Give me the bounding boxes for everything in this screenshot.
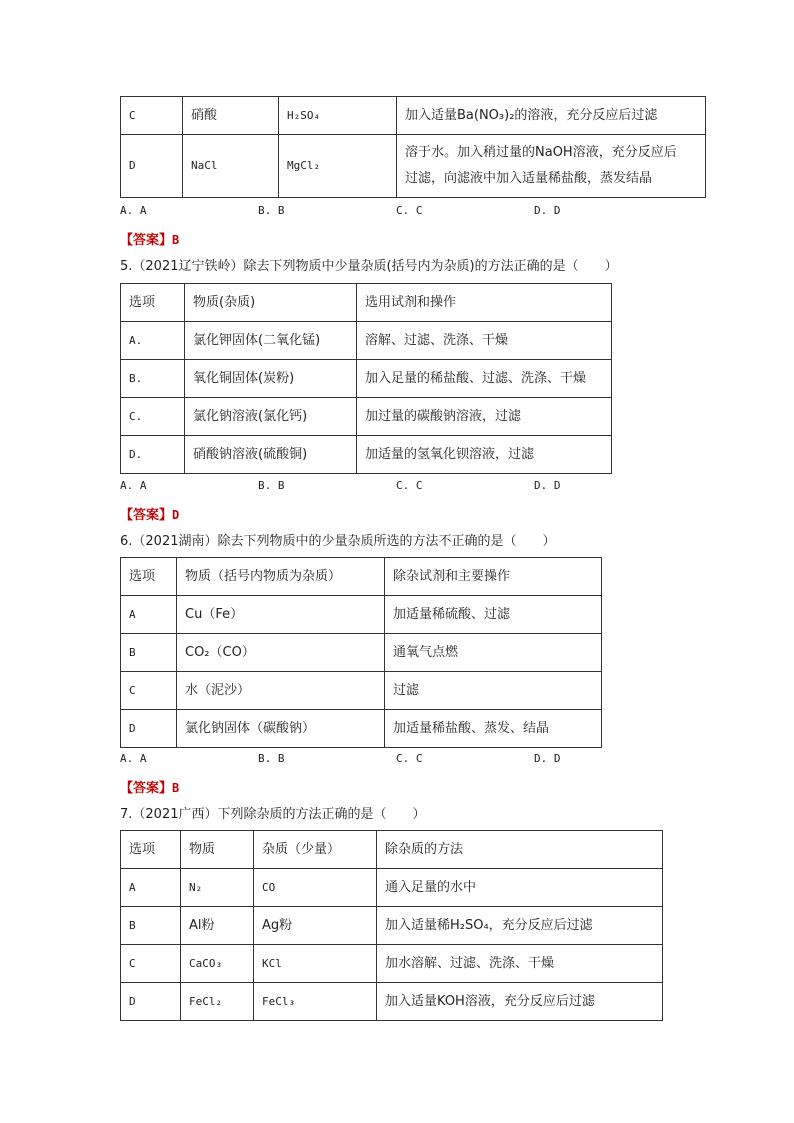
table-row: [121, 945, 663, 983]
table-header-row: [121, 284, 612, 322]
table-row: [121, 869, 663, 907]
table-cell: B: [121, 907, 181, 945]
answer-value: D: [172, 508, 180, 522]
answer-q4: [120, 229, 179, 248]
table-cell: 加入适量稀H₂SO₄，充分反应后过滤: [377, 907, 663, 945]
table-header-row: [121, 558, 602, 596]
table-cell: B: [121, 634, 177, 672]
table-cell: C: [121, 97, 183, 135]
table-cell: H₂SO₄: [279, 97, 397, 135]
table-cell: D: [121, 135, 183, 198]
table-cell: Ag粉: [254, 907, 377, 945]
table-cell: MgCl₂: [279, 135, 397, 198]
table-row: [121, 983, 663, 1021]
question-5-stem: 5.（2021辽宁铁岭）除去下列物质中少量杂质(括号内为杂质)的方法正确的是（ ）: [120, 259, 618, 274]
table-cell: 硝酸钠溶液(硫酸铜): [185, 436, 357, 474]
option-b: B. B: [258, 479, 285, 492]
table-cell: FeCl₂: [181, 983, 254, 1021]
answer-tag: 【答案】: [120, 508, 173, 523]
option-d: D. D: [534, 479, 561, 492]
answer-q5: [120, 504, 179, 523]
table-cell: 氯化钠溶液(氯化钙): [185, 398, 357, 436]
table-cell: 加入足量的稀盐酸、过滤、洗涤、干燥: [357, 360, 612, 398]
header-cell: 物质（括号内物质为杂质）: [177, 558, 385, 596]
table-cell: 水（泥沙）: [177, 672, 385, 710]
table-cell: D: [121, 983, 181, 1021]
table-row: [121, 97, 706, 135]
header-cell: 除杂试剂和主要操作: [385, 558, 602, 596]
cell-line: 溶于水。加入稍过量的NaOH溶液，充分反应后: [405, 145, 677, 160]
table-cell: 氧化铜固体(炭粉): [185, 360, 357, 398]
table-row: [121, 907, 663, 945]
table-cell: D: [121, 710, 177, 748]
table-cell: 溶解、过滤、洗涤、干燥: [357, 322, 612, 360]
answer-value: B: [172, 781, 180, 795]
header-cell: 选用试剂和操作: [357, 284, 612, 322]
table-cell: A: [121, 596, 177, 634]
table-cell: CaCO₃: [181, 945, 254, 983]
options-q4: [120, 204, 680, 220]
option-c: C. C: [396, 752, 423, 765]
option-a: A. A: [120, 752, 147, 765]
header-cell: 物质: [181, 831, 254, 869]
table-cell: 氯化钾固体(二氧化锰): [185, 322, 357, 360]
table-cell: A: [121, 869, 181, 907]
header-cell: 除杂质的方法: [377, 831, 663, 869]
table-row: [121, 398, 612, 436]
option-b: B. B: [258, 204, 285, 217]
table-q7: [120, 830, 663, 1021]
table-q6: [120, 557, 602, 748]
option-a: A. A: [120, 204, 147, 217]
table-cell: C.: [121, 398, 185, 436]
table-cell: D.: [121, 436, 185, 474]
table-header-row: [121, 831, 663, 869]
answer-q6: [120, 777, 179, 796]
table-cell: 加入适量KOH溶液，充分反应后过滤: [377, 983, 663, 1021]
table-row: [121, 360, 612, 398]
table-row: [121, 322, 612, 360]
table-cell: CO: [254, 869, 377, 907]
header-cell: 杂质（少量）: [254, 831, 377, 869]
table-row: [121, 596, 602, 634]
option-b: B. B: [258, 752, 285, 765]
table-cell: Cu（Fe）: [177, 596, 385, 634]
table-cell: FeCl₃: [254, 983, 377, 1021]
header-cell: 选项: [121, 558, 177, 596]
table-cell: 加水溶解、过滤、洗涤、干燥: [377, 945, 663, 983]
option-a: A. A: [120, 479, 147, 492]
option-d: D. D: [534, 752, 561, 765]
table-cell: N₂: [181, 869, 254, 907]
header-cell: 物质(杂质): [185, 284, 357, 322]
table-row: [121, 672, 602, 710]
table-cell: 氯化钠固体（碳酸钠）: [177, 710, 385, 748]
table-row: [121, 710, 602, 748]
table-cell: 加入适量Ba(NO₃)₂的溶液，充分反应后过滤: [397, 97, 706, 135]
option-c: C. C: [396, 204, 423, 217]
table-q4-continued: [120, 96, 706, 198]
table-cell: Al粉: [181, 907, 254, 945]
question-6-stem: 6.（2021湖南）除去下列物质中的少量杂质所选的方法不正确的是（ ）: [120, 534, 556, 549]
table-cell: 加适量的氢氧化钡溶液，过滤: [357, 436, 612, 474]
option-d: D. D: [534, 204, 561, 217]
options-q5: [120, 479, 680, 495]
answer-tag: 【答案】: [120, 781, 173, 796]
table-cell: 加适量稀硫酸、过滤: [385, 596, 602, 634]
header-cell: 选项: [121, 284, 185, 322]
table-cell: 通氧气点燃: [385, 634, 602, 672]
table-cell: C: [121, 672, 177, 710]
table-cell: 硝酸: [183, 97, 279, 135]
answer-tag: 【答案】: [120, 233, 173, 248]
table-cell: 通入足量的水中: [377, 869, 663, 907]
table-cell: CO₂（CO）: [177, 634, 385, 672]
header-cell: 选项: [121, 831, 181, 869]
table-cell: [397, 135, 706, 198]
table-cell: C: [121, 945, 181, 983]
table-q5: [120, 283, 612, 474]
table-cell: NaCl: [183, 135, 279, 198]
table-cell: KCl: [254, 945, 377, 983]
options-q6: [120, 752, 680, 768]
table-row: [121, 634, 602, 672]
option-c: C. C: [396, 479, 423, 492]
table-cell: 过滤: [385, 672, 602, 710]
table-cell: B.: [121, 360, 185, 398]
answer-value: B: [172, 233, 180, 247]
table-row: [121, 436, 612, 474]
table-cell: 加过量的碳酸钠溶液，过滤: [357, 398, 612, 436]
table-row: [121, 135, 706, 198]
table-cell: 加适量稀盐酸、蒸发、结晶: [385, 710, 602, 748]
question-7-stem: 7.（2021广西）下列除杂质的方法正确的是（ ）: [120, 807, 426, 822]
table-cell: A.: [121, 322, 185, 360]
cell-line: 过滤，向滤液中加入适量稀盐酸，蒸发结晶: [405, 171, 653, 186]
